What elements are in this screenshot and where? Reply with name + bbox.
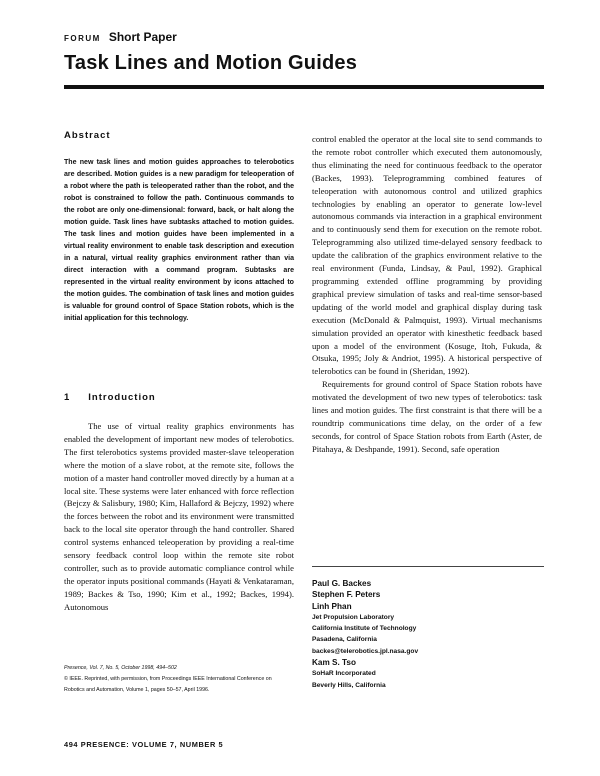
page-footer: 494 PRESENCE: VOLUME 7, NUMBER 5 bbox=[64, 740, 224, 749]
author-name: Linh Phan bbox=[312, 601, 352, 611]
author-name: Kam S. Tso bbox=[312, 658, 356, 668]
author-email: backes@telerobotics.jpl.nasa.gov bbox=[312, 647, 419, 655]
abstract-text: The new task lines and motion guides approaches to telerobotics are described. Motion guides is a new paradigm for teleoperation of a robot where the path is teleoperated rather than the robot, and the robot is constrained to follow the path. Continuous commands to the robot are only one-dimensional: forward, back, or halt along the motion guide. Task lines have subtasks attached to motion guides. The task lines and motion guides have been implemented in a virtual reality environment to enable task description and execution in a natural, virtual reality graphics environment rather than via direct interaction with a command program. Subtasks are represented in the virtual reality environment by icons attached to the motion guides. The combination of task lines and motion guides is valuable for ground control of Space Station robots, which is the initial application for this technology. bbox=[64, 159, 294, 322]
author-name: Stephen F. Peters bbox=[312, 590, 381, 600]
citation-line: © IEEE. Reprinted, with permission, from Proceedings IEEE International Conference on bbox=[64, 676, 272, 682]
section-title: Introduction bbox=[88, 392, 156, 403]
affiliation: SoHaR Incorporated bbox=[312, 670, 376, 678]
intro-heading bbox=[64, 392, 156, 403]
author-block bbox=[312, 578, 544, 691]
forum-label: FORUM bbox=[64, 34, 101, 43]
intro-body bbox=[64, 420, 294, 614]
right-column bbox=[312, 133, 542, 456]
author-name: Paul G. Backes bbox=[312, 579, 372, 588]
citation-block bbox=[64, 663, 304, 696]
citation-line: Presence, Vol. 7, No. 5, October 1998, 494–502 bbox=[64, 665, 177, 671]
section-name: Short Paper bbox=[108, 30, 177, 44]
abstract-heading: Abstract bbox=[64, 130, 111, 141]
citation-line: Robotics and Automation, Volume 1, pages 50–57, April 1996. bbox=[64, 687, 210, 693]
affiliation: Pasadena, California bbox=[312, 636, 377, 644]
title-divider bbox=[64, 85, 544, 89]
intro-paragraph: The use of virtual reality graphics environments has enabled the development of important new modes of telerobotics. The first telerobotics systems provided master-slave teleoperation where the motion of a slave robot, at the remote site, follows the motion of a master hand controller moved directly by a human at a local site. These systems were later enhanced with force reflection (Bejczy & Salisbury, 1980; Kim, Hallaford & Bejczy, 1992) where the forces between the robot and its environment were transmitted back to the local site operator through the hand controller. Shared control systems enhanced teleoperation by providing a real-time sensory feedback control loop within the remote site robot controller, such as to provide automatic compliance control while the operator inputs positional commands (Hayati & Venkataraman, 1989; Backes & Tso, 1990; Kim et al., 1992; Backes, 1994). Autonomous bbox=[64, 421, 294, 612]
section-label bbox=[64, 30, 544, 44]
abstract-section bbox=[64, 130, 294, 325]
affiliation: California Institute of Technology bbox=[312, 625, 417, 633]
affiliation: Jet Propulsion Laboratory bbox=[312, 613, 395, 621]
page-header bbox=[64, 30, 544, 44]
author-divider bbox=[312, 566, 544, 567]
body-paragraph-2: Requirements for ground control of Space Station robots have motivated the development of two new types of telerobotics: task lines and motion guides. The first constraint is that there will be a roundtrip communications time delay, on the order of a few seconds, for control of Space Station robots from Earth (Aster, de Pitahaya, & Deshpande, 1991). Second, safe operation bbox=[312, 379, 542, 454]
affiliation: Beverly Hills, California bbox=[312, 681, 386, 689]
body-paragraph-1: control enabled the operator at the local site to send commands to the remote robot controller which executed them autonomously, thus eliminating the need for continuous feedback to the operator (Backes, 1993). Teleprogramming combined features of teleoperation with autonomous control and utilized graphics technologies by enabling an operator to generate low-level autonomous commands via interaction in a graphical environment and to continuously send them for execution on the remote robot. Teleprogramming also utilized time-delayed sensory feedback to update the calibration of the graphics environment relative to the real environment (Funda, Lindsay, & Paul, 1992). Graphical programming extended offline programming by providing graphical preview simulation of tasks and real-time sensor-based updating of the world model and graphical display during task execution (McDonald & Palmquist, 1993). Virtual mechanisms simulation provided an operator with kinesthetic feedback based upon a model of the environment (Kosuge, Itoh, Fukuda, & Otsuka, 1995; Joly & Andriot, 1995). A historical perspective of telerobotics can be found in (Sheridan, 1992). bbox=[312, 134, 542, 377]
paper-title: Task Lines and Motion Guides bbox=[64, 52, 358, 74]
section-number: 1 bbox=[64, 392, 71, 403]
